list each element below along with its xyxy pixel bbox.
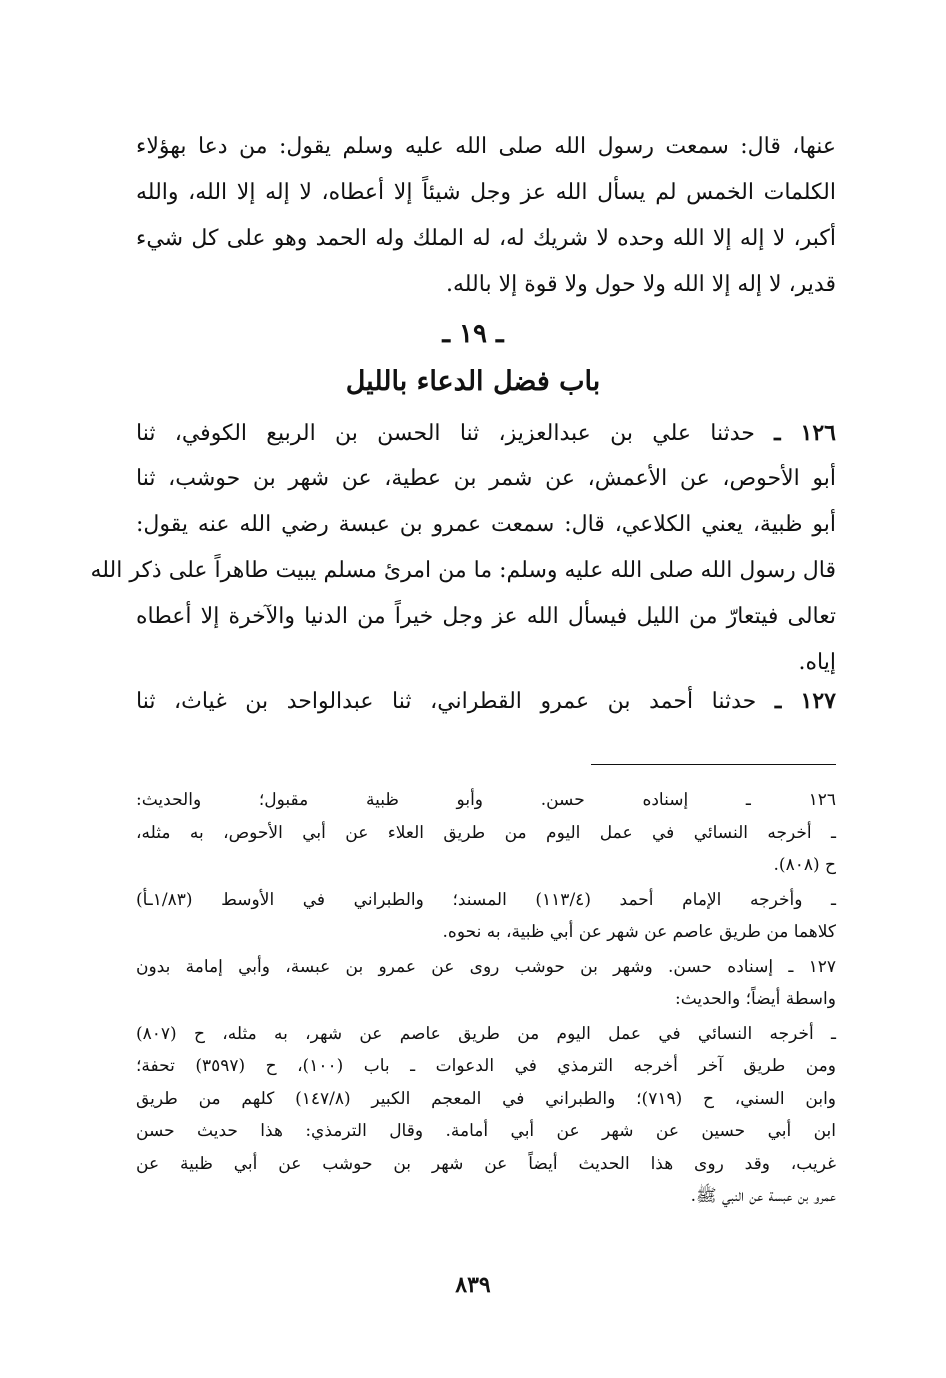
hadith-line: أبو ظبية، يعني الكلاعي، قال: سمعت عمرو بن عبسة رضي الله عنه يقول: — [136, 512, 836, 537]
page-number: ٨٣٩ — [455, 1272, 491, 1298]
hadith-126 — [90, 410, 836, 686]
footnote-line: عمرو بن عبسة عن النبي ﷺ. — [690, 1186, 836, 1206]
hadith-line: تعالى فيتعارّ من الليل فيسأل الله عز وجل خيراً من الدنيا والآخرة إلا أعطاه — [136, 604, 836, 629]
footnote-line: واسطة أيضاً؛ والحديث: — [675, 989, 836, 1009]
footnote-line: ـ وأخرجه الإمام أحمد (١١٣/٤) المسند؛ والطبراني في الأوسط (١/٨٣ـأ) — [136, 889, 836, 910]
hadith-first-line — [136, 678, 836, 724]
section-title: باب فضل الدعاء بالليل — [345, 366, 601, 397]
footnote-line: ١٢٦ ـ إسناده حسن. وأبو ظبية مقبول؛ والحديث: — [136, 790, 836, 810]
footnote-line: كلاهما من طريق عاصم عن شهر عن أبي ظبية، به نحوه. — [442, 922, 836, 942]
footnote-line: غريب، وقد روى هذا الحديث أيضاً عن شهر بن حوشب عن أبي ظبية عن — [136, 1153, 836, 1174]
intro-paragraph — [136, 124, 836, 308]
footnote-line: ابن أبي حسين عن شهر عن أبي أمامة. وقال الترمذي: هذا حديث حسن — [136, 1121, 836, 1141]
hadith-first-line — [136, 410, 836, 456]
hadith-line: قال رسول الله صلى الله عليه وسلم: ما من امرئ مسلم يبيت طاهراً على ذكر الله — [90, 558, 836, 583]
hadith-line: أبو الأحوص، عن الأعمش، عن شمر بن عطية، عن شهر بن حوشب، ثنا — [136, 466, 836, 491]
footnotes — [136, 784, 836, 1213]
footnote-divider — [591, 764, 836, 765]
footnote-line: ـ أخرجه النسائي في عمل اليوم من طريق العلاء عن أبي الأحوص، به مثله، — [136, 822, 836, 843]
hadith-number: ١٢٧ ـ — [774, 688, 836, 714]
intro-line: قدير، لا إله إلا الله ولا حول ولا قوة إلا بالله. — [445, 272, 836, 297]
hadith-line: إياه. — [798, 650, 836, 675]
footnote-line: ح (٨٠٨). — [773, 855, 836, 875]
intro-line: عنها، قال: سمعت رسول الله صلى الله عليه وسلم يقول: من دعا بهؤلاء — [136, 134, 836, 159]
section-number: ـ ١٩ ـ — [442, 319, 504, 349]
hadith-127 — [136, 678, 836, 724]
footnote-line: ١٢٧ ـ إسناده حسن. وشهر بن حوشب روى عن عمرو بن عبسة، وأبي إمامة بدون — [136, 956, 836, 977]
footnote-line: ومن طريق آخر أخرجه الترمذي في الدعوات ـ باب (١٠٠)، ح (٣٥٩٧) تحفة؛ — [136, 1056, 837, 1076]
footnote-line: ـ أخرجه النسائي في عمل اليوم من طريق عاصم عن شهر، به مثله، ح (٨٠٧) — [136, 1023, 836, 1044]
intro-line: أكبر، لا إله إلا الله وحده لا شريك له، له الملك وله الحمد وهو على كل شيء — [136, 226, 836, 251]
hadith-number: ١٢٦ ـ — [774, 420, 836, 446]
intro-line: الكلمات الخمس لم يسأل الله عز وجل شيئاً إلا أعطاه، لا إله إلا الله، والله — [136, 180, 836, 205]
footnote-line: وابن السني، ح (٧١٩)؛ والطبراني في المعجم الكبير (١٤٧/٨) كلهم من طريق — [136, 1088, 836, 1109]
hadith-text: حدثنا علي بن عبدالعزيز، ثنا الحسن بن الربيع الكوفي، ثنا — [136, 421, 755, 446]
hadith-text: حدثنا أحمد بن عمرو القطراني، ثنا عبدالواحد بن غياث، ثنا — [136, 689, 757, 714]
